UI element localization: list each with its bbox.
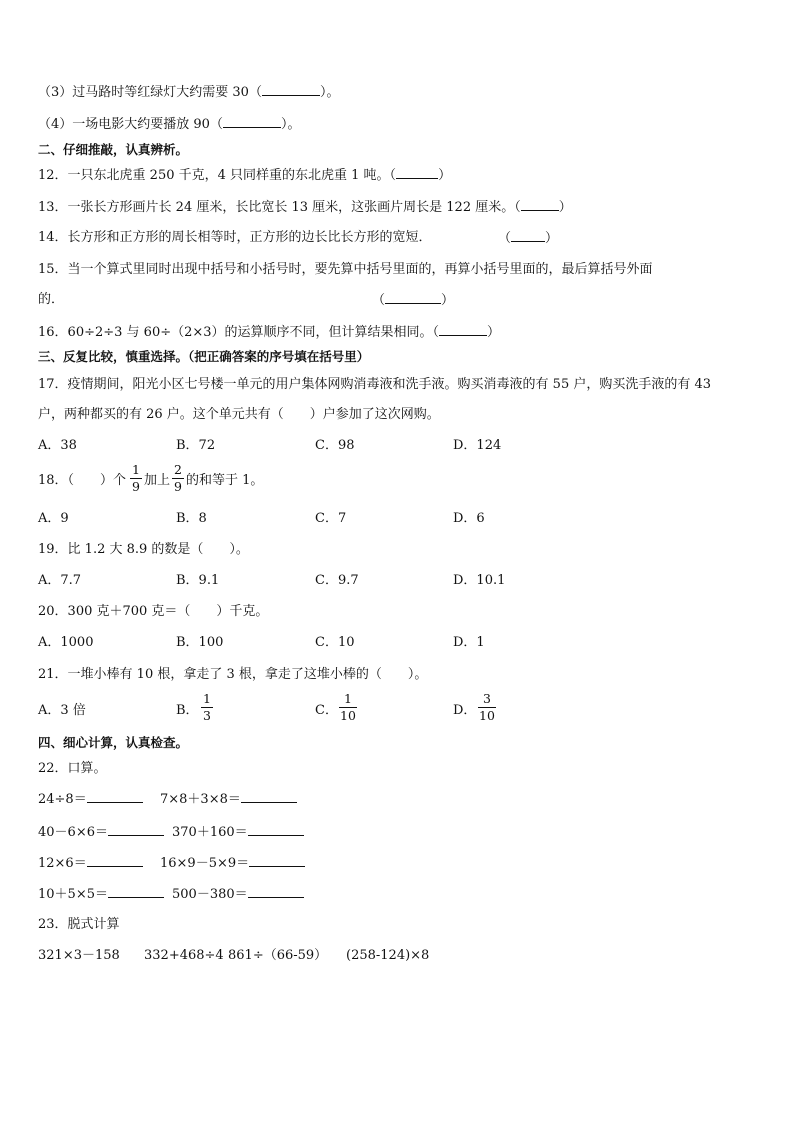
option-b[interactable]: B．8 [176,511,207,526]
answer-blank[interactable] [262,83,320,96]
question-22: 22．口算。 [38,761,107,776]
answer-blank[interactable] [87,854,143,867]
oral-row: 40－6×6＝ [38,823,164,842]
answer-blank[interactable] [521,198,559,211]
step-calc-item: 321×3－158 [38,948,120,963]
option-b[interactable]: B．9.1 [176,573,220,588]
answer-blank[interactable] [241,790,297,803]
option-a[interactable]: A．3 倍 [38,703,86,718]
answer-blank[interactable] [108,885,164,898]
answer-blank[interactable] [396,166,438,179]
fraction-3-10: 3 10 [479,691,495,723]
question-18-prefix: 18．（ ）个 [38,473,127,488]
question-15-answer: （ ） [372,293,455,308]
option-d[interactable]: D．1 [453,635,485,650]
option-c[interactable]: C．10 [315,635,355,650]
question-17-line1: 17．疫情期间，阳光小区七号楼一单元的用户集体网购消毒液和洗手液。购买消毒液的有 55 户，购买洗手液的有 43 [38,377,712,392]
question-16: 16．60÷2÷3 与 60÷（2×3）的运算顺序不同，但计算结果相同。（ ） [38,325,501,340]
answer-blank[interactable] [249,854,305,867]
fraction-1-9: 1 9 [130,463,142,494]
section-3-heading: 三、反复比较，慎重选择。（把正确答案的序号填在括号里） [38,349,370,364]
question-19: 19．比 1.2 大 8.9 的数是（ ）。 [38,542,249,557]
option-c[interactable]: C．98 [315,438,355,453]
fraction-2-9: 2 9 [172,463,184,494]
question-11-4: （4）一场电影大约要播放 90（ ）。 [38,117,301,132]
option-a[interactable]: A．38 [38,438,77,453]
option-c[interactable]: C．9.7 [315,573,359,588]
option-b[interactable]: B．72 [176,438,216,453]
option-a[interactable]: A．1000 [38,635,94,650]
question-11-3: （3）过马路时等红绿灯大约需要 30（ ）。 [38,85,340,100]
question-17-line2: 户，两种都买的有 26 户。这个单元共有（ ）户参加了这次网购。 [38,407,440,422]
option-d[interactable]: D． [453,703,477,718]
option-d[interactable]: D．6 [453,511,485,526]
answer-blank[interactable] [248,823,304,836]
step-calc-item: (258-124)×8 [346,948,430,963]
question-14: 14．长方形和正方形的周长相等时，正方形的边长比长方形的宽短． [38,230,432,245]
oral-item: 7×8＋3×8＝ [160,790,297,809]
question-12: 12．一只东北虎重 250 千克，4 只同样重的东北虎重 1 吨。（ ） [38,168,452,183]
answer-blank[interactable] [248,885,304,898]
fraction-1-3: 1 3 [201,692,213,723]
option-b[interactable]: B．100 [176,635,224,650]
option-d[interactable]: D．124 [453,438,502,453]
oral-row: 12×6＝ [38,854,143,873]
oral-row: 24÷8＝ [38,790,143,809]
question-14-answer: （ ） [498,231,559,246]
question-15-line1: 15．当一个算式里同时出现中括号和小括号时，要先算中括号里面的，再算小括号里面的，最后算括号外面 [38,262,653,277]
step-calc-item: 332+468÷4 [144,948,224,963]
answer-blank[interactable] [108,823,164,836]
section-4-heading: 四、细心计算，认真检查。 [38,735,189,750]
answer-blank[interactable] [87,790,143,803]
option-a[interactable]: A．7.7 [38,573,82,588]
oral-row: 10＋5×5＝ [38,885,164,904]
option-d[interactable]: D．10.1 [453,573,506,588]
oral-item: 16×9－5×9＝ [160,854,305,873]
question-18-suffix: 的和等于 1。 [186,473,264,488]
option-c[interactable]: C． [315,703,338,718]
oral-item: 500－380＝ [172,885,304,904]
option-a[interactable]: A．9 [38,511,69,526]
option-b[interactable]: B． [176,703,199,718]
question-21: 21．一堆小棒有 10 根，拿走了 3 根，拿走了这堆小棒的（ ）。 [38,667,428,682]
step-calc-item: 861÷（66-59） [228,948,328,963]
oral-item: 370＋160＝ [172,823,304,842]
answer-blank[interactable] [511,229,545,242]
option-c[interactable]: C．7 [315,511,347,526]
question-18-mid: 加上 [144,473,171,488]
answer-blank[interactable] [439,323,487,336]
question-20: 20．300 克＋700 克＝（ ）千克。 [38,604,269,619]
answer-blank[interactable] [223,115,281,128]
section-2-heading: 二、仔细推敲，认真辨析。 [38,142,189,157]
question-23: 23．脱式计算 [38,917,120,932]
question-13: 13．一张长方形画片长 24 厘米，长比宽长 13 厘米，这张画片周长是 122 厘米。（ ） [38,200,572,215]
question-15-line2: 的． [38,292,65,307]
answer-blank[interactable] [385,291,441,304]
fraction-1-10: 1 10 [340,691,356,723]
